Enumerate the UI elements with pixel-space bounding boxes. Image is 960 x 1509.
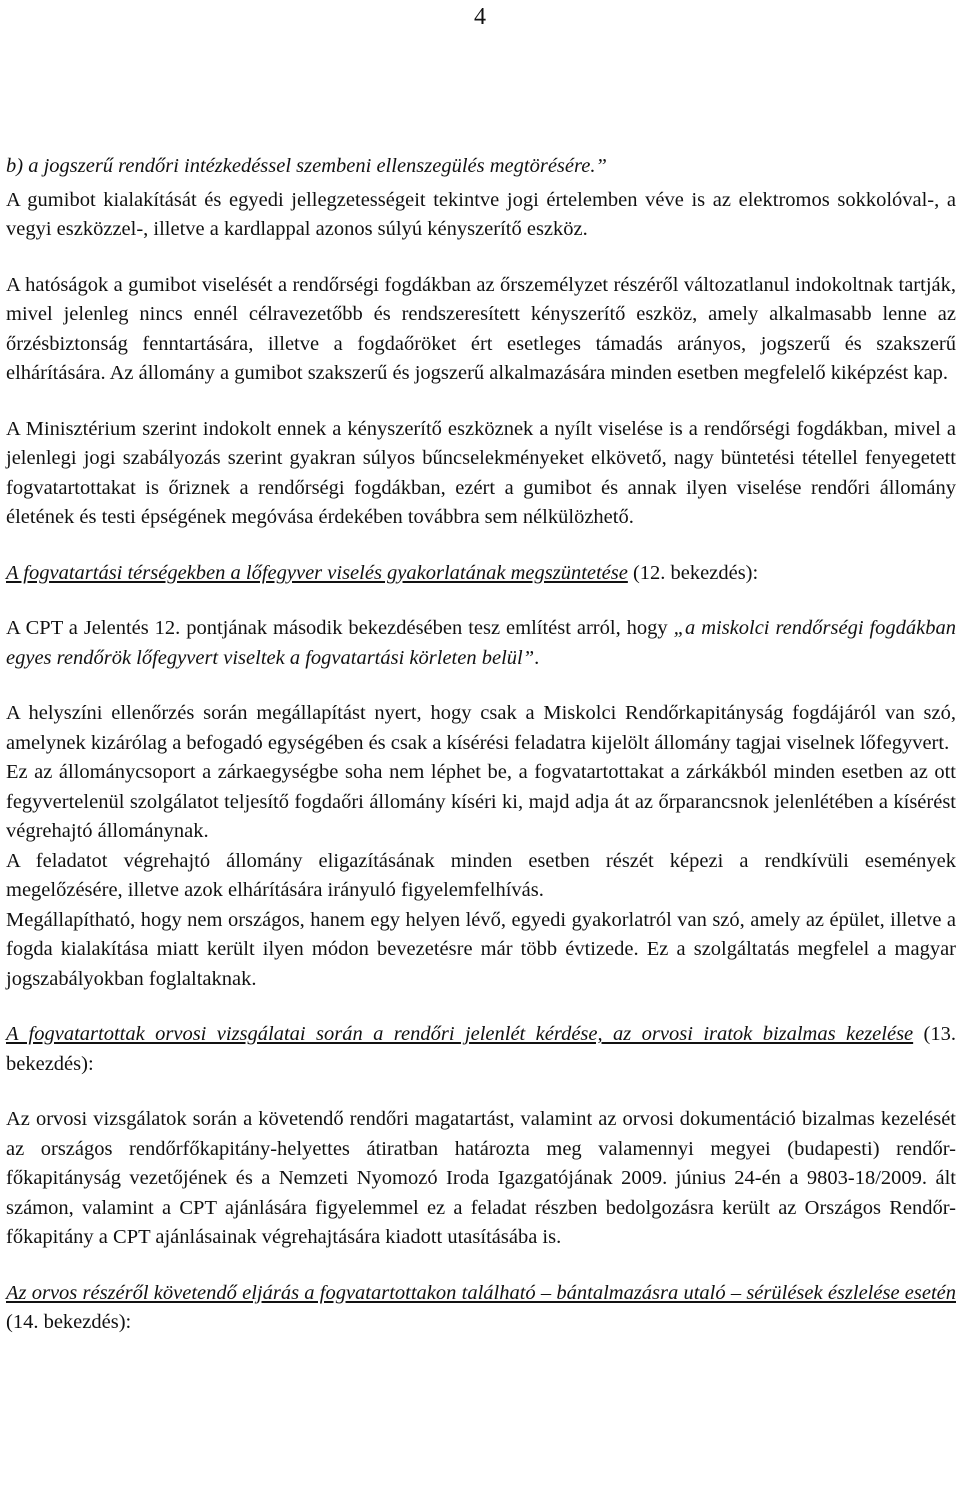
paragraph-cpt-report xyxy=(6,614,956,673)
section-heading-text: Az orvos részéről követendő eljárás a fogvatartottakon található – bántalmazásra utaló – sérülések észlelése esetén xyxy=(6,1281,956,1304)
paragraph-briefing: A feladatot végrehajtó állomány eligazításának minden esetben részét képezi a rendkívüli események megelőzésére, illetve azok elhárítására irányuló figyelemfelhívás. xyxy=(6,849,956,901)
cpt-end-text: . xyxy=(534,646,540,669)
cpt-lead-text: A CPT a Jelentés 12. pontjának második bekezdésében tesz említést arról, hogy xyxy=(6,617,674,639)
section-heading-reference: (14. bekezdés): xyxy=(6,1311,132,1333)
page-number: 4 xyxy=(474,4,486,30)
section-heading-reference: (13. bekezdés): xyxy=(6,1023,956,1075)
paragraph-medical-examination: Az orvosi vizsgálatok során a követendő rendőri magatartást, valamint az orvosi dokumentáció bizalmas kezelését az országos rendőrfőkapitány-helyettes átiratban határozta meg valamennyi megyei (budapesti) rendőr-főkapitányság vezetőjének és a Nemzeti Nyomozó Iroda Igazgatójának 2009. június 24-én a 9803-18/2009. ált számon, valamint a CPT ajánlására figyelemmel ez a feladat részben bedolgozásra került az Országos Rendőr-főkapitány a CPT ajánlásainak végrehajtására kiadott utasításába is. xyxy=(6,1108,956,1248)
cpt-quote-text: „a miskolci rendőrségi fogdákban egyes rendőrök lőfegyvert viseltek a fogvatartási körleten belül” xyxy=(6,617,957,669)
document-body xyxy=(6,152,956,1338)
section-heading-text: A fogvatartottak orvosi vizsgálatai során a rendőri jelenlét kérdése, az orvosi iratok bizalmas kezelése xyxy=(6,1023,914,1045)
paragraph-authorities-opinion: A hatóságok a gumibot viselését a rendőrségi fogdákban az őrszemélyzet részéről változatlanul indokoltnak tartják, mivel jelenleg nincs ennél célravezetőbb és rendszeresített kényszerítő eszköz, amely alkalmasabb lenne az őrzésbiztonság fenntartására, illetve a fogdaőröket ért esetleges támadás arányos, jogszerű és szakszerű elhárítására. Az állomány a gumibot szakszerű és jogszerű alkalmazására minden esetben megfelelő kiképzést kap. xyxy=(6,273,956,384)
section-heading-firearms xyxy=(6,559,956,589)
section-heading-medical xyxy=(6,1020,956,1079)
paragraph-escort-group: Ez az állománycsoport a zárkaegységbe soha nem léphet be, a fogvatartottakat a zárkákból minden esetben az ott fegyvertelenül szolgálatot teljesítő fogdaőri állomány kíséri ki, majd adja át az őrparancsnok jelenlétében a kísérést végrehajtó állománynak. xyxy=(6,761,956,842)
paragraph-conclusion: Megállapítható, hogy nem országos, hanem egy helyen lévő, egyedi gyakorlatról van szó, amely az épület, illetve a fogda kialakítása miatt került ilyen módon bevezetésre már több évtizede. Ez a szolgáltatás megfelel a magyar jogszabályokban foglaltaknak. xyxy=(6,908,956,990)
paragraph-inspection-result: A helyszíni ellenőrzés során megállapítást nyert, hogy csak a Miskolci Rendőrkapitányság fogdájáról van szó, amelynek kizárólag a befogadó egységében és csak a kísérési feladatra kijelölt állomány tagjai viselnek lőfegyvert. xyxy=(6,702,956,754)
quote-item-b: b) a jogszerű rendőri intézkedéssel szembeni ellenszegülés megtörésére.” xyxy=(6,155,607,177)
section-heading-injuries xyxy=(6,1279,956,1338)
paragraph-gumibot-definition: A gumibot kialakítását és egyedi jellegzetességeit tekintve jogi értelemben véve is az elektromos sokkolóval-, a vegyi eszközzel-, illetve a kardlappal azonos súlyú kényszerítő eszköz. xyxy=(6,188,956,240)
paragraph-ministry-opinion: A Minisztérium szerint indokolt ennek a kényszerítő eszköznek a nyílt viselése is a rendőrségi fogdákban, mivel a jelenlegi jogi szabályozás szerint gyakran súlyos bűncselekményeket elkövető, nagy büntetési tétellel fenyegetett fogvatartottakat is őriznek a rendőrségi fogdákban, ezért a gumibot és annak ilyen viselése rendőri állomány életének és testi épségének megóvása érdekében továbbra sem nélkülözhető. xyxy=(6,417,956,528)
section-heading-reference: (12. bekezdés): xyxy=(627,561,759,584)
section-heading-text: A fogvatartási térségekben a lőfegyver viselés gyakorlatának megszüntetése xyxy=(6,561,628,584)
